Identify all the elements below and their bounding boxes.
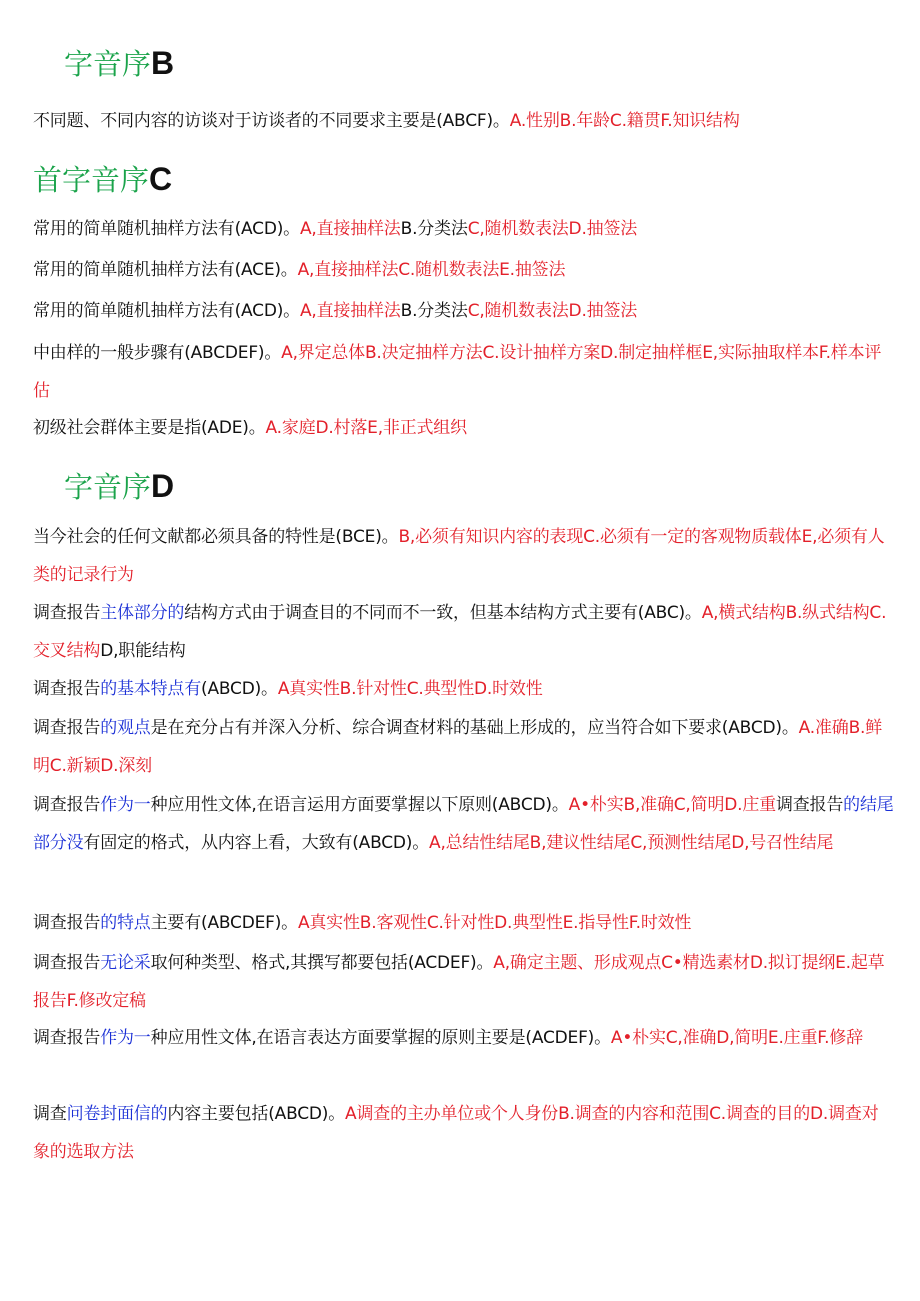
question-paragraph	[33, 904, 895, 942]
answer-text: A,界定总体B.决定抽样方法C.设计抽样方案D.制定抽样框E,实际抽取样本F.样本评估	[33, 343, 882, 401]
question-paragraph	[33, 518, 895, 594]
question-text: 调查报告	[33, 913, 101, 933]
answer-text: B,必须有知识内容的表现C.必须有一定的客观物质载体E,必须有人类的记录行为	[33, 527, 885, 585]
highlighted-text: 的观点	[100, 718, 151, 738]
question-text: 有固定的格式，从内容上看，大致有(ABCD)。	[83, 833, 430, 853]
heading-letter: B	[151, 45, 175, 81]
answer-text: A调查的主办单位或个人身份B.调查的内容和范围C.调查的目的D.调查对象的选取方法	[33, 1104, 879, 1162]
section-heading-c	[33, 161, 172, 198]
question-text: 结构方式由于调查目的不同而不一致，但基本结构方式主要有(ABC)。	[184, 603, 702, 623]
answer-text: A真实性B.客观性C.针对性D.典型性E.指导性F.时效性	[297, 913, 692, 933]
answer-text: A.性别B.年龄C.籍贯F.知识结构	[509, 111, 740, 131]
question-paragraph	[33, 709, 895, 785]
question-text: 调查报告	[775, 795, 844, 815]
question-text: 种应用性文体,在语言表达方面要掌握的原则主要是(ACDEF)。	[150, 1028, 611, 1048]
highlighted-text: 作为一	[100, 1028, 151, 1048]
question-paragraph	[33, 594, 895, 670]
highlighted-text: 作为一	[100, 795, 151, 815]
question-paragraph	[33, 210, 895, 248]
question-text: 取何种类型、格式,其撰写都要包括(ACDEF)。	[150, 953, 494, 973]
question-text: 调查报告	[33, 953, 101, 973]
answer-text: A,直接抽样法	[299, 219, 401, 239]
answer-text: A.准确B.鲜明C.新颖D.深刻	[33, 718, 883, 776]
question-paragraph	[33, 670, 895, 708]
question-paragraph	[33, 334, 895, 410]
answer-text: A,确定主题、形成观点C•精选素材D.拟订提纲E.起草报告F.修改定稿	[33, 953, 885, 1011]
question-paragraph	[33, 1019, 895, 1057]
question-text: 主要有(ABCDEF)。	[150, 913, 298, 933]
answer-text: A,直接抽样法C.随机数表法E.抽签法	[297, 260, 566, 280]
question-paragraph	[33, 251, 895, 289]
question-text: 常用的简单随机抽样方法有(ACD)。	[33, 219, 300, 239]
question-text: (ABCD)。	[201, 679, 278, 699]
question-paragraph	[33, 102, 895, 140]
question-text: 内容主要包括(ABCD)。	[167, 1104, 346, 1124]
highlighted-text: 的特点	[100, 913, 151, 933]
question-text: 中由样的一般步骤有(ABCDEF)。	[33, 343, 282, 363]
question-text: 调查报告	[33, 1028, 101, 1048]
question-text: 调查报告	[33, 718, 101, 738]
answer-text: C,随机数表法D.抽签法	[467, 301, 638, 321]
question-text: 常用的简单随机抽样方法有(ACE)。	[33, 260, 298, 280]
highlighted-text: 无论采	[100, 953, 151, 973]
question-text: 是在充分占有并深入分析、综合调查材料的基础上形成的，应当符合如下要求(ABCD)。	[150, 718, 799, 738]
question-paragraph	[33, 786, 895, 862]
section-heading-b	[64, 45, 174, 82]
question-text: 种应用性文体,在语言运用方面要掌握以下原则(ABCD)。	[150, 795, 569, 815]
heading-letter: D	[151, 468, 175, 504]
question-text: 不同题、不同内容的访谈对于访谈者的不同要求主要是(ABCF)。	[33, 111, 510, 131]
question-text: 初级社会群体主要是指(ADE)。	[33, 418, 266, 438]
question-text: 当今社会的任何文献都必须具备的特性是(BCE)。	[33, 527, 399, 547]
heading-text: 字音序	[64, 47, 152, 81]
section-heading-d	[64, 468, 174, 505]
question-text: 调查报告	[33, 795, 101, 815]
answer-text-plain: B.分类法	[400, 301, 468, 321]
question-paragraph	[33, 1095, 895, 1171]
question-paragraph	[33, 292, 895, 330]
answer-text: A,横式结构B.纵式结构C.交叉结构	[33, 603, 887, 661]
answer-text-plain: D,职能结构	[100, 641, 186, 661]
highlighted-text: 问卷封面信的	[66, 1104, 168, 1124]
heading-text: 字音序	[64, 470, 152, 504]
answer-text: A,总结性结尾B,建议性结尾C,预测性结尾D,号召性结尾	[429, 833, 834, 853]
answer-text-plain: B.分类法	[400, 219, 468, 239]
question-text: 调查报告	[33, 603, 101, 623]
answer-text: A•朴实B,准确C,简明D.庄重	[568, 795, 776, 815]
answer-text: A.家庭D.村落E,非正式组织	[265, 418, 467, 438]
highlighted-text: 的结尾部分没	[33, 795, 894, 853]
heading-text: 首字音序	[33, 163, 150, 197]
heading-letter: C	[149, 161, 173, 197]
highlighted-text: 主体部分的	[100, 603, 185, 623]
question-text: 常用的简单随机抽样方法有(ACD)。	[33, 301, 300, 321]
question-text: 调查报告	[33, 679, 101, 699]
answer-text: A,直接抽样法	[299, 301, 401, 321]
answer-text: C,随机数表法D.抽签法	[467, 219, 638, 239]
question-paragraph	[33, 409, 895, 447]
answer-text: A•朴实C,准确D,简明E.庄重F.修辞	[610, 1028, 863, 1048]
question-paragraph	[33, 944, 895, 1020]
question-text: 调查	[33, 1104, 67, 1124]
highlighted-text: 的基本特点有	[100, 679, 202, 699]
answer-text: A真实性B.针对性C.典型性D.时效性	[277, 679, 543, 699]
